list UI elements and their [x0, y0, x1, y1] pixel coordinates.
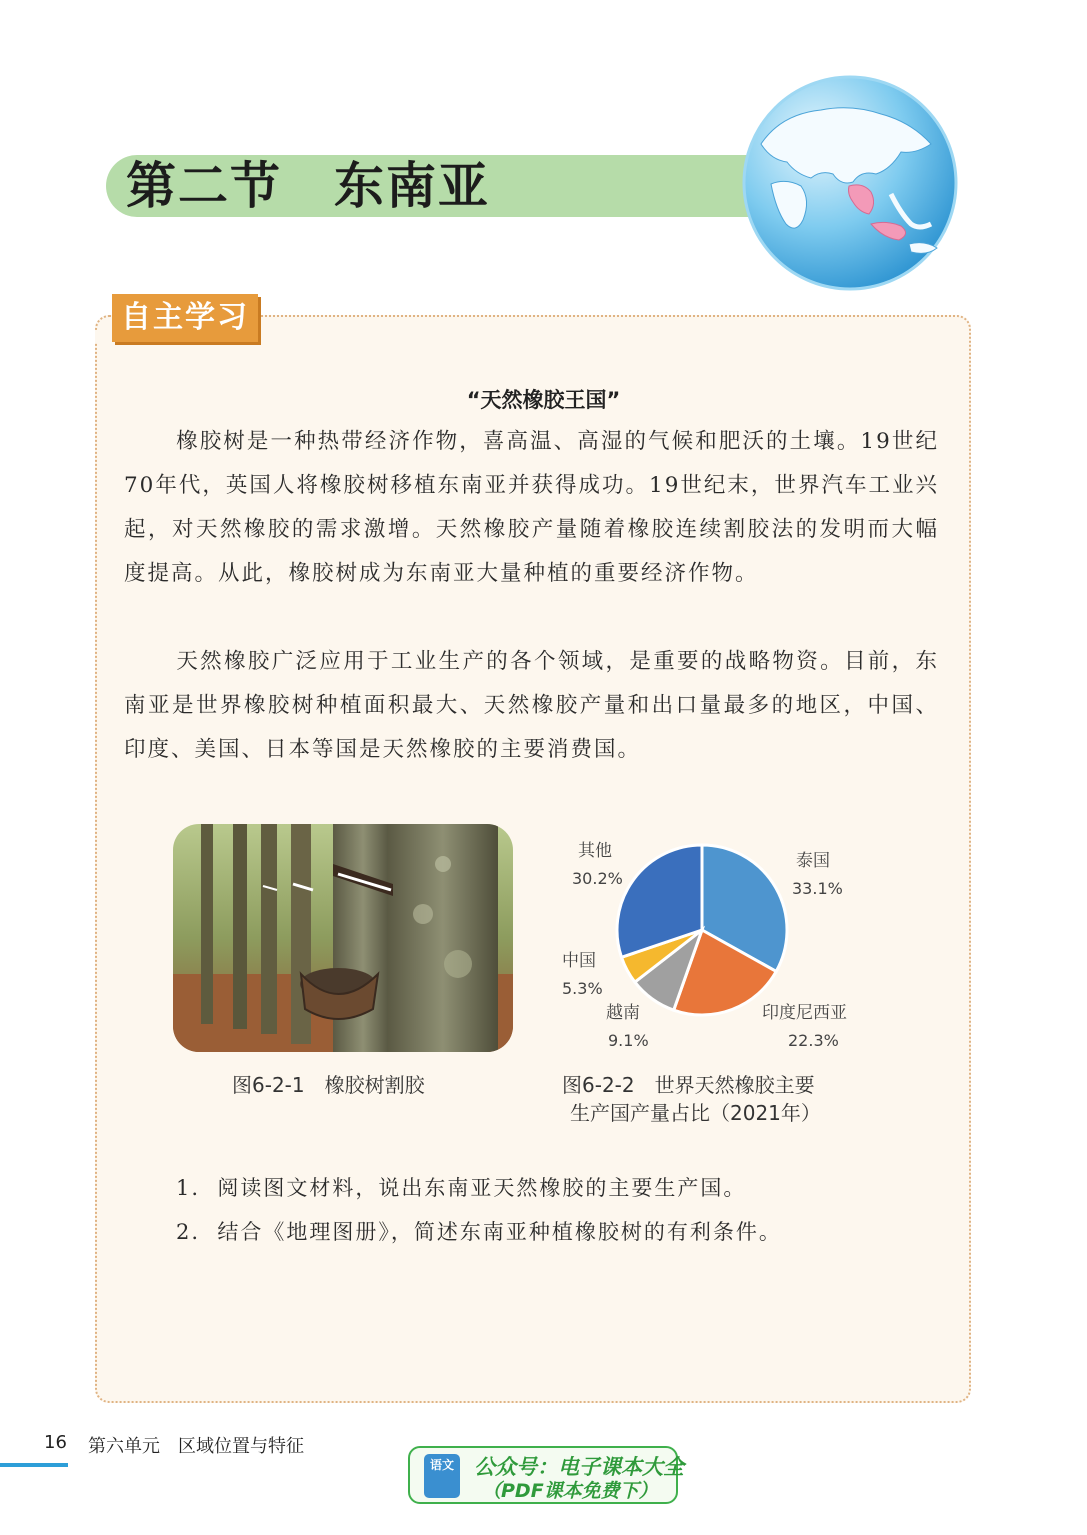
watermark-badge: [408, 1446, 684, 1504]
page-number: 16: [44, 1432, 67, 1453]
question-1: 1. 阅读图文材料，说出东南亚天然橡胶的主要生产国。: [176, 1176, 747, 1200]
paragraph-2: [124, 640, 939, 772]
book-icon: [424, 1454, 460, 1498]
tag-corner: [95, 330, 112, 342]
pie-chart: [540, 820, 880, 1060]
footer-accent-line: [0, 1463, 68, 1467]
question-2: 2. 结合《地理图册》，简述东南亚种植橡胶树的有利条件。: [176, 1220, 782, 1244]
figure-2-caption-line2: 生产国产量占比（2021年）: [570, 1101, 821, 1125]
paragraph-1-text: 橡胶树是一种热带经济作物，喜高温、高湿的气候和肥沃的土壤。19世纪70年代，英国人将橡胶树移植东南亚并获得成功。19世纪末，世界汽车工业兴起，对天然橡胶的需求激增。天然橡胶产量随着橡胶连续割胶法的发明而大幅度提高。从此，橡胶树成为东南亚大量种植的重要经济作物。: [124, 429, 939, 586]
label-zhongguo-name: 中国: [562, 951, 596, 971]
globe-illustration: [741, 74, 959, 292]
paragraph-1: [124, 420, 939, 596]
label-taiguo-name: 泰国: [796, 851, 830, 871]
label-yinni-pct: 22.3%: [788, 1031, 839, 1050]
reading-title: “天然橡胶王国”: [466, 388, 621, 412]
paragraph-2-text: 天然橡胶广泛应用于工业生产的各个领域，是重要的战略物资。目前，东南亚是世界橡胶树种植面积最大、天然橡胶产量和出口量最多的地区，中国、印度、美国、日本等国是天然橡胶的主要消费国。: [124, 649, 939, 762]
label-taiguo-pct: 33.1%: [792, 879, 843, 898]
pie-slices: [617, 845, 787, 1015]
self-study-tag: 自主学习: [112, 294, 258, 342]
label-qita-pct: 30.2%: [572, 869, 623, 888]
figure-1-caption: 图6-2-1 橡胶树割胶: [232, 1073, 425, 1097]
label-zhongguo-pct: 5.3%: [562, 979, 603, 998]
label-yuenan-pct: 9.1%: [608, 1031, 649, 1050]
label-yuenan-name: 越南: [606, 1003, 640, 1023]
figure-2-caption-line1: 图6-2-2 世界天然橡胶主要: [562, 1073, 815, 1097]
watermark-line2: （PDF课本免费下）: [482, 1480, 658, 1502]
rubber-tapping-photo: [173, 824, 513, 1052]
label-yinni-name: 印度尼西亚: [762, 1003, 847, 1023]
label-qita-name: 其他: [578, 841, 612, 861]
watermark-line1: 公众号：电子课本大全: [474, 1455, 684, 1479]
section-title: 第二节 东南亚: [126, 157, 490, 215]
book-icon-text: 语文: [430, 1458, 455, 1472]
unit-title: 第六单元 区域位置与特征: [88, 1436, 304, 1457]
